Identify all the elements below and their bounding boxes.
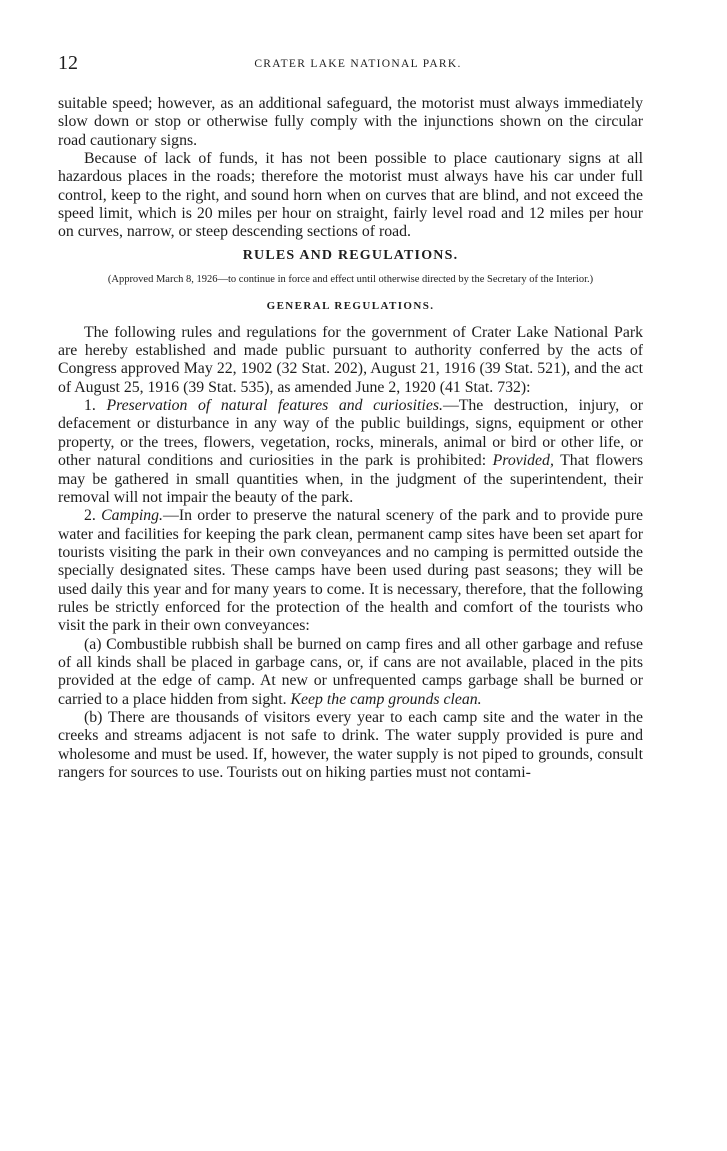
page-body: [58, 95, 643, 782]
regulation-2a: [58, 636, 643, 709]
regulation-1-number: 1.: [84, 397, 107, 415]
paragraph-cautionary-signs: Because of lack of funds, it has not been possible to place cautionary signs at all hazardous places in the roads; therefore the motorist must always have his car under full control, keep to the right, and sound horn when on curves that are blind, and not exceed the speed limit, which is 20 miles per hour on straight, fairly level road and 12 miles per hour on curves, narrow, or steep descending sections of road.: [58, 150, 643, 241]
heading-rules-and-regulations: RULES AND REGULATIONS.: [242, 247, 459, 263]
regulation-2b: [58, 709, 643, 782]
regulation-2-number: 2.: [84, 507, 102, 525]
regulation-1-text-continued: That flowers may be gathered in small quantities when, in the judgment of the superintendent, their removal will not impair the beauty of the park.: [58, 452, 643, 506]
page-header: [58, 52, 658, 76]
regulation-2a-emphasis: Keep the camp grounds clean.: [290, 690, 482, 708]
paragraph-introduction: The following rules and regulations for the government of Crater Lake National Park are hereby established and made public pursuant to authority conferred by the acts of Congress approved May 22, 1902 (32 Stat. 202), August 21, 1916 (39 Stat. 521), and the act of August 25, 1916 (39 Stat. 535), as amended June 2, 1920 (41 Stat. 732):: [58, 323, 643, 396]
regulation-2b-label: (b): [84, 708, 103, 726]
regulation-1-title: Preservation of natural features and curiosities.: [106, 397, 443, 415]
regulation-2a-text: Combustible rubbish shall be burned on camp fires and all other garbage and refuse of all kinds shall be placed in garbage cans, or, if cans are not available, placed in the pits provided at the edge of camp. At new or unfrequented camps garbage shall be burned or carried to a place hidden from sight.: [58, 635, 643, 708]
regulation-2a-label: (a): [84, 635, 102, 653]
page-number: 12: [58, 52, 78, 74]
approval-note: (Approved March 8, 1926—to continue in force and effect until otherwise directed by the Secretary of the Interior.): [107, 273, 594, 285]
paragraph-continued: suitable speed; however, as an additional safeguard, the motorist must always immediately slow down or stop or otherwise fully comply with the injunctions shown on the circular road cautionary signs.: [58, 95, 643, 149]
regulation-2b-text: There are thousands of visitors every year to each camp site and the water in the creeks and streams adjacent is not safe to drink. The water supply provided is pure and wholesome and must be used. If, however, the water supply is not piped to grounds, consult rangers for sources to use. Tourists out on hiking parties must not contami-: [58, 708, 643, 781]
regulation-1-proviso: Provided,: [492, 452, 554, 470]
regulation-2-text: —In order to preserve the natural scenery of the park and to provide pure water and facilities for keeping the park clean, permanent camp sites have been set apart for tourists visiting the park in their own conveyances and no camping is permitted outside the specially designated sites. These camps have been used during past seasons; they will be used daily this year and for many years to come. It is necessary, therefore, that the following rules be strictly enforced for the protection of the health and comfort of the tourists who visit the park in their own conveyances:: [58, 507, 643, 635]
regulation-2: [58, 507, 643, 635]
heading-general-regulations: GENERAL REGULATIONS.: [266, 299, 435, 312]
regulation-1-text: —The destruction, injury, or defacement or disturbance in any way of the public buildings, signs, equipment or other property, or the trees, flowers, vegetation, rocks, minerals, animal or bird or other life, or other natural conditions and curiosities in the park is prohibited:: [58, 397, 643, 470]
regulation-2-title: Camping.: [101, 507, 164, 525]
running-title: CRATER LAKE NATIONAL PARK.: [254, 58, 462, 70]
regulation-1: [58, 397, 643, 507]
